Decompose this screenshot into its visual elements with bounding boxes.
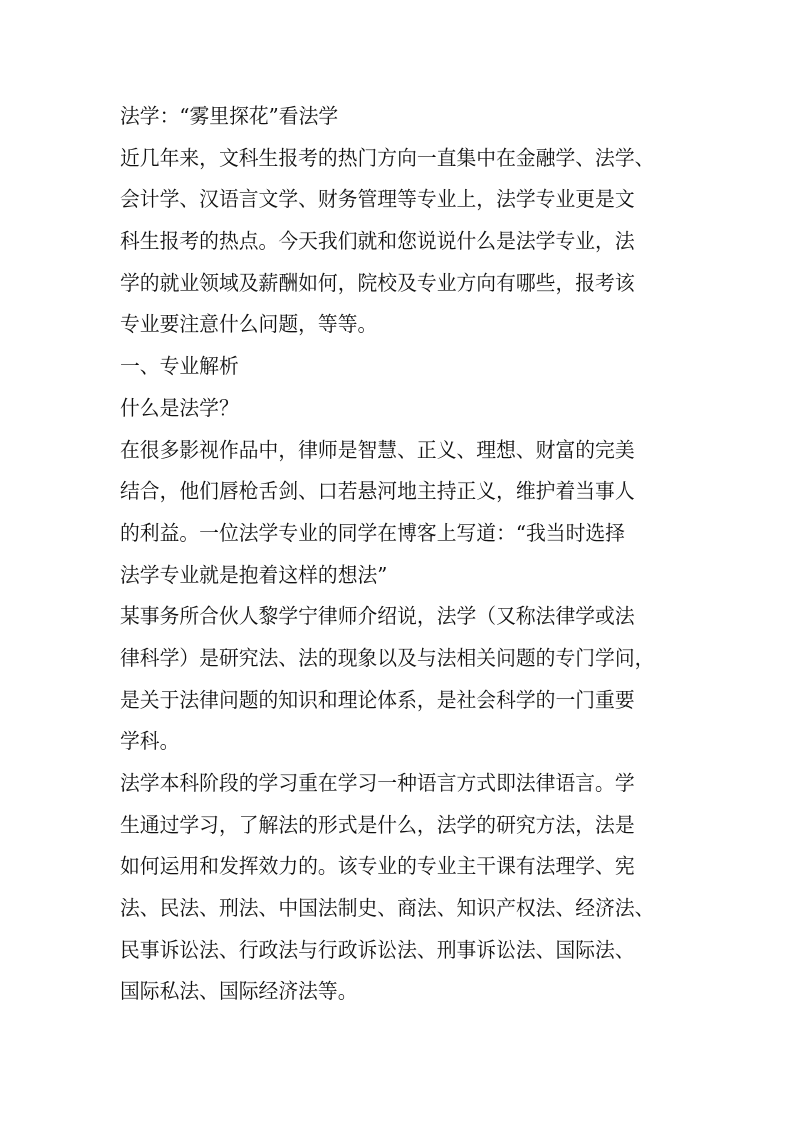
text-line: 学的就业领域及薪酬如何，院校及专业方向有哪些，报考该 [120,270,635,295]
text-line: 民事诉讼法、行政法与行政诉讼法、刑事诉讼法、国际法、 [120,937,635,962]
text-line: 会计学、汉语言文学、财务管理等专业上，法学专业更是文 [120,187,635,212]
text-line: 生通过学习，了解法的形式是什么，法学的研究方法，法是 [120,812,635,837]
text-line: 法学本科阶段的学习重在学习一种语言方式即法律语言。学 [120,771,635,795]
text-line: 法学专业就是抱着这样的想法” [120,562,388,587]
text-line: 在很多影视作品中，律师是智慧、正义、理想、财富的完美 [120,437,635,462]
text-line: 某事务所合伙人黎学宁律师介绍说，法学（又称法律学或法 [120,604,635,629]
text-line: 如何运用和发挥效力的。该专业的专业主干课有法理学、宪 [120,854,635,879]
text-line: 学科。 [120,729,180,754]
text-line: 律科学）是研究法、法的现象以及与法相关问题的专门学问， [120,645,655,670]
text-line: 法、民法、刑法、中国法制史、商法、知识产权法、经济法、 [120,896,655,921]
document-title: 法学：“雾里探花”看法学 [120,104,339,128]
document-page [120,96,700,1013]
text-line: 是关于法律问题的知识和理论体系，是社会科学的一门重要 [120,687,635,712]
text-line: 国际私法、国际经济法等。 [120,979,358,1004]
text-line: 结合，他们唇枪舌剑、口若悬河地主持正义，维护着当事人 [120,479,635,504]
text-line: 专业要注意什么问题，等等。 [120,312,378,337]
text-line: 的利益。一位法学专业的同学在博客上写道：“我当时选择 [120,520,625,545]
text-line: 什么是法学？ [120,395,239,420]
text-line: 一、专业解析 [120,354,239,379]
text-line: 近几年来，文科生报考的热门方向一直集中在金融学、法学、 [120,145,655,170]
text-line: 科生报考的热点。今天我们就和您说说什么是法学专业，法 [120,229,635,254]
